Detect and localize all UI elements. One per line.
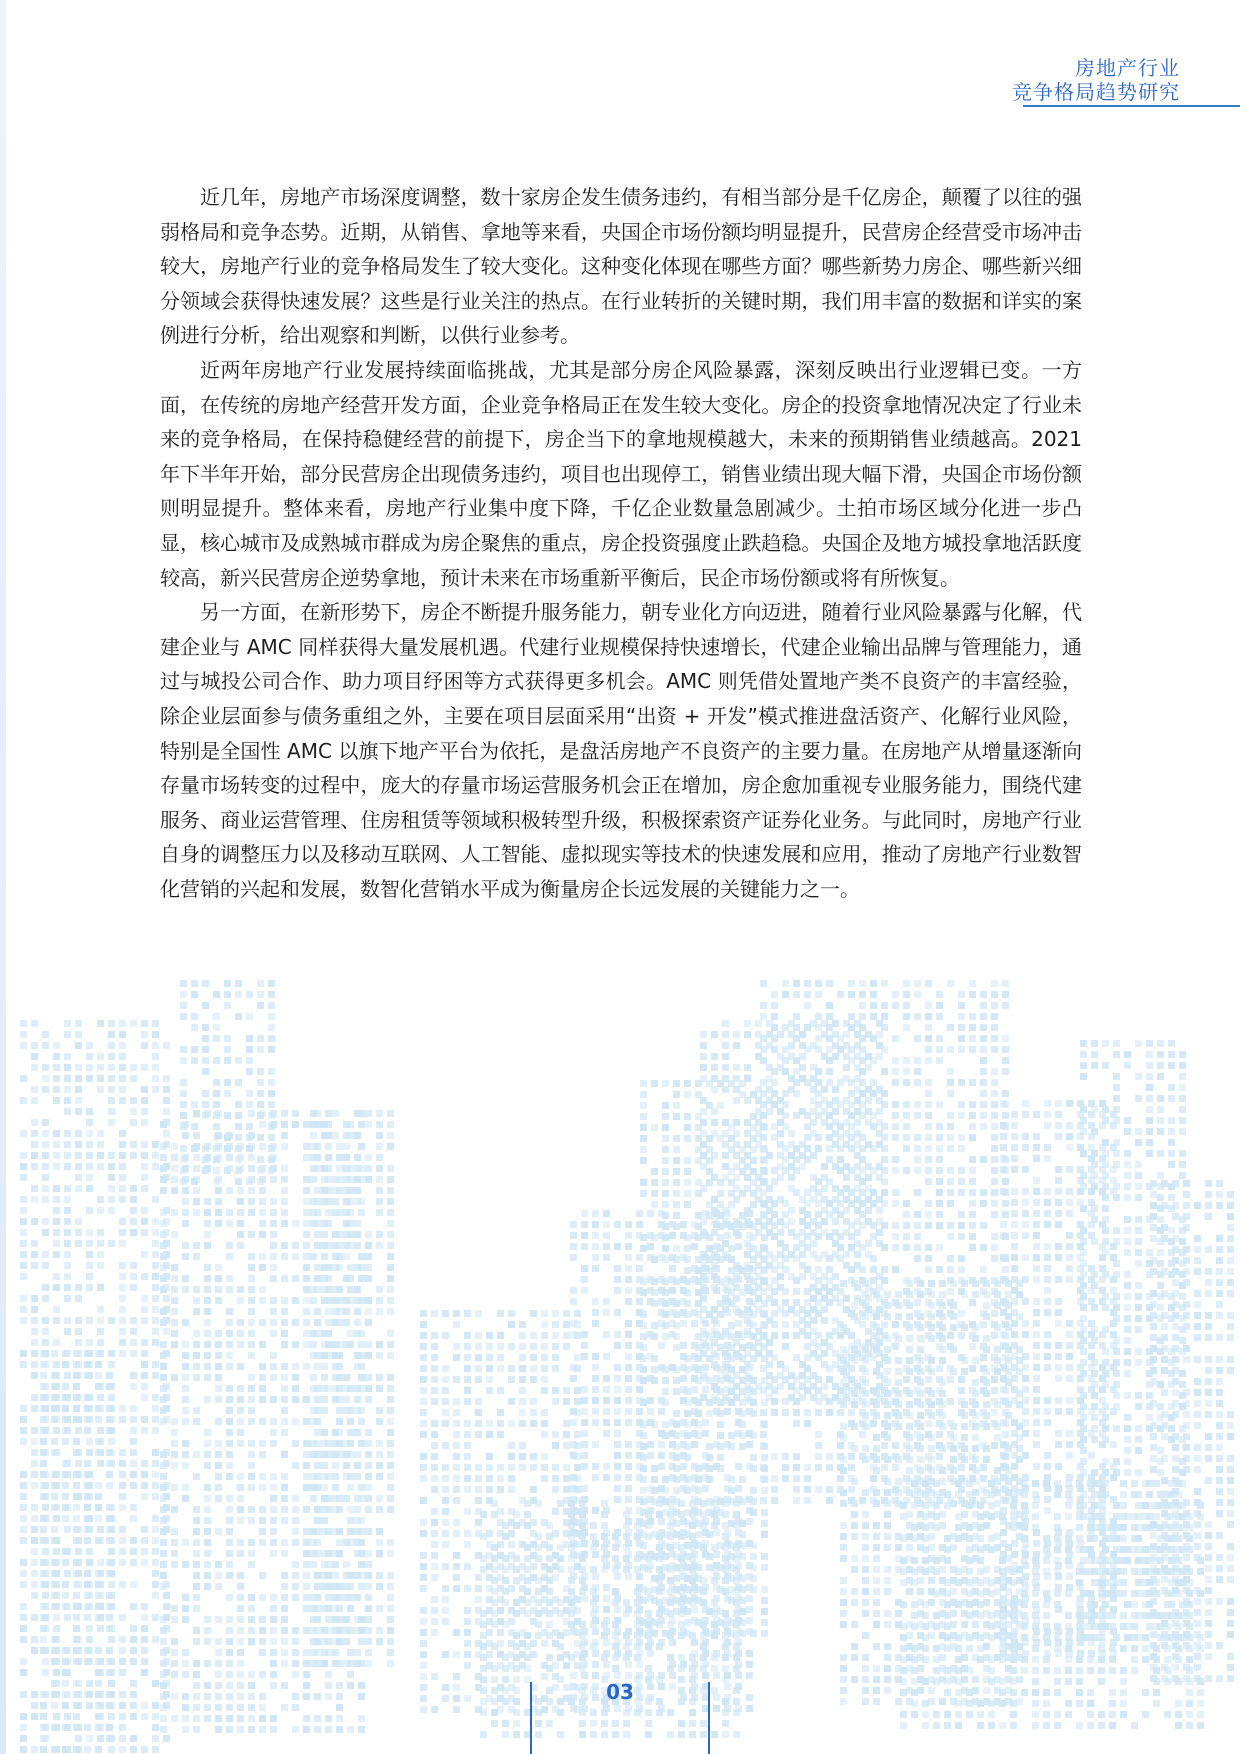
paragraph-1: 近几年，房地产市场深度调整，数十家房企发生债务违约，有相当部分是千亿房企，颠覆了以往的强弱格局和竞争态势。近期，从销售、拿地等来看，央国企市场份额均明显提升，民营房企经营受市场冲击较大，房地产行业的竞争格局发生了较大变化。这种变化体现在哪些方面？哪些新势力房企、哪些新兴细分领域会获得快速发展？这些是行业关注的热点。在行业转折的关键时期，我们用丰富的数据和详实的案例进行分析，给出观察和判断，以供行业参考。 xyxy=(160,185,1082,348)
running-header xyxy=(1012,56,1180,104)
body-text xyxy=(160,180,1082,906)
paragraph-3: 另一方面，在新形势下，房企不断提升服务能力，朝专业化方向迈进，随着行业风险暴露与化解，代建企业与 AMC 同样获得大量发展机遇。代建行业规模保持快速增长，代建企业输出品牌与管理能力，通过与城投公司合作、助力项目纾困等方式获得更多机会。AMC 则凭借处置地产类不良资产的丰富经验，除企业层面参与债务重组之外，主要在项目层面采用“出资 + 开发”模式推进盘活资产、化解行业风险，特别是全国性 AMC 以旗下地产平台为依托，是盘活房地产不良资产的主要力量。在房地产从增量逐渐向存量市场转变的过程中，庞大的存量市场运营服务机会正在增加，房企愈加重视专业服务能力，围绕代建服务、商业运营管理、住房租赁等领域积极转型升级，积极探索资产证券化业务。与此同时，房地产行业自身的调整压力以及移动互联网、人工智能、虚拟现实等技术的快速发展和应用，推动了房地产行业数智化营销的兴起和发展，数智化营销水平成为衡量房企长远发展的关键能力之一。 xyxy=(160,600,1082,901)
header-title-line2: 竞争格局趋势研究 xyxy=(1012,80,1180,104)
paragraph-2: 近两年房地产行业发展持续面临挑战，尤其是部分房企风险暴露，深刻反映出行业逻辑已变。一方面，在传统的房地产经营开发方面，企业竞争格局正在发生较大变化。房企的投资拿地情况决定了行业未来的竞争格局，在保持稳健经营的前提下，房企当下的拿地规模越大，未来的预期销售业绩越高。2021 年下半年开始，部分民营房企出现债务违约，项目也出现停工，销售业绩出现大幅下滑，央国企市场份额则明显提升。整体来看，房地产行业集中度下降，千亿企业数量急剧减少。土拍市场区域分化进一步凸显，核心城市及成熟城市群成为房企聚焦的重点，房企投资强度止跌趋稳。央国企及地方城投拿地活跃度较高，新兴民营房企逆势拿地，预计未来在市场重新平衡后，民企市场份额或将有所恢复。 xyxy=(160,357,1082,590)
building-windows xyxy=(420,1310,581,1713)
header-title-line1: 房地产行业 xyxy=(1075,56,1180,80)
skyline-illustration xyxy=(0,980,1240,1754)
header-rule xyxy=(1023,105,1240,107)
page-number: 03 xyxy=(606,1680,634,1704)
